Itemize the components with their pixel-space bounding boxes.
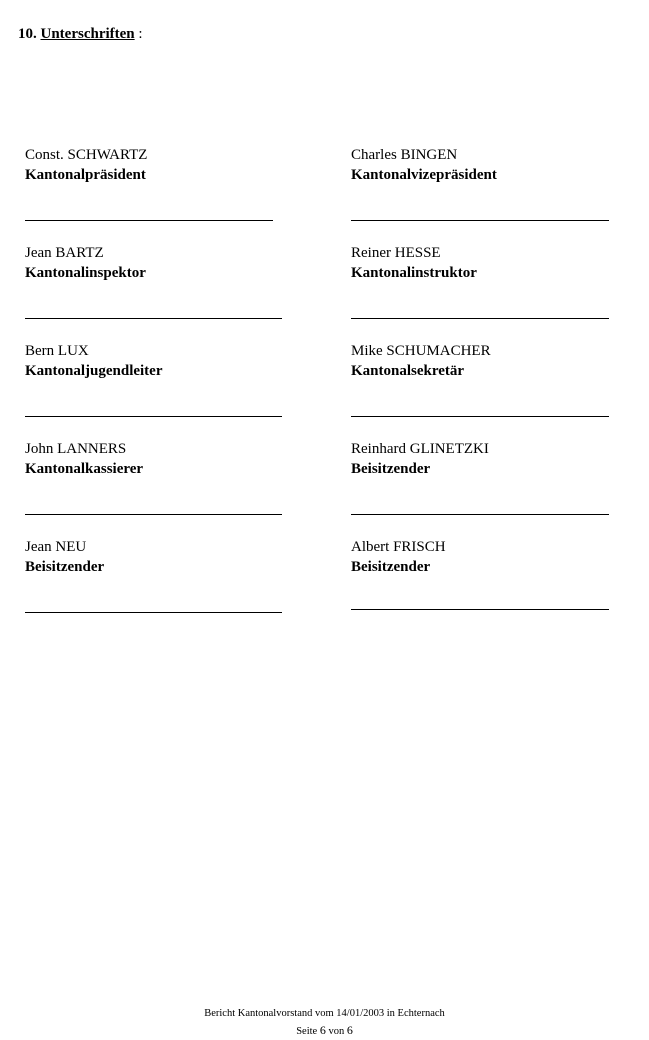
signature-block: [351, 243, 621, 283]
signature-line: [351, 514, 609, 515]
signatory-name: Const. SCHWARTZ: [25, 147, 148, 163]
signatory-name: Reinhard GLINETZKI: [351, 441, 489, 457]
signatory-role: Kantonaljugendleiter: [25, 363, 163, 379]
signature-line: [351, 609, 609, 610]
signatory-role: Beisitzender: [351, 559, 431, 575]
signature-block: [351, 537, 621, 577]
signatory-role: Kantonalinspektor: [25, 265, 146, 281]
page-label: Seite: [296, 1026, 318, 1037]
section-number: 10.: [18, 26, 37, 42]
signature-block: [25, 145, 295, 185]
page-of: von: [328, 1026, 345, 1037]
section-colon: :: [138, 26, 143, 42]
page-total: 6: [346, 1023, 353, 1037]
signature-block: [351, 145, 621, 185]
signatory-name: Reiner HESSE: [351, 245, 441, 261]
signature-line: [25, 612, 282, 613]
report-reference: Bericht Kantonalvorstand vom 14/01/2003 in Echternach: [204, 1008, 445, 1019]
signatory-role: Kantonalkassierer: [25, 461, 144, 477]
signature-block: [25, 243, 295, 283]
signature-line: [25, 220, 273, 221]
signatory-role: Kantonalvizepräsident: [351, 167, 497, 183]
section-title: Unterschriften: [40, 26, 135, 42]
signature-block: [25, 341, 295, 381]
signatory-role: Kantonalpräsident: [25, 167, 146, 183]
signature-block: [25, 537, 295, 577]
signatory-role: Kantonalsekretär: [351, 363, 465, 379]
signatory-role: Kantonalinstruktor: [351, 265, 477, 281]
signature-block: [351, 439, 621, 479]
signature-line: [351, 220, 609, 221]
signature-line: [25, 416, 282, 417]
signature-line: [25, 514, 282, 515]
signatory-name: Jean BARTZ: [25, 245, 104, 261]
page-footer: [0, 1006, 649, 1040]
signatory-name: Jean NEU: [25, 539, 87, 555]
signatory-role: Beisitzender: [25, 559, 105, 575]
section-heading: [18, 26, 143, 43]
signature-line: [351, 318, 609, 319]
signatory-name: Bern LUX: [25, 343, 89, 359]
signature-block: [351, 341, 621, 381]
signatory-name: Albert FRISCH: [351, 539, 446, 555]
page-current: 6: [319, 1023, 326, 1037]
signature-line: [25, 318, 282, 319]
signatory-name: John LANNERS: [25, 441, 127, 457]
signature-block: [25, 439, 295, 479]
signatory-name: Mike SCHUMACHER: [351, 343, 491, 359]
signatory-name: Charles BINGEN: [351, 147, 458, 163]
page-number: [0, 1022, 649, 1040]
signatory-role: Beisitzender: [351, 461, 431, 477]
signature-line: [351, 416, 609, 417]
